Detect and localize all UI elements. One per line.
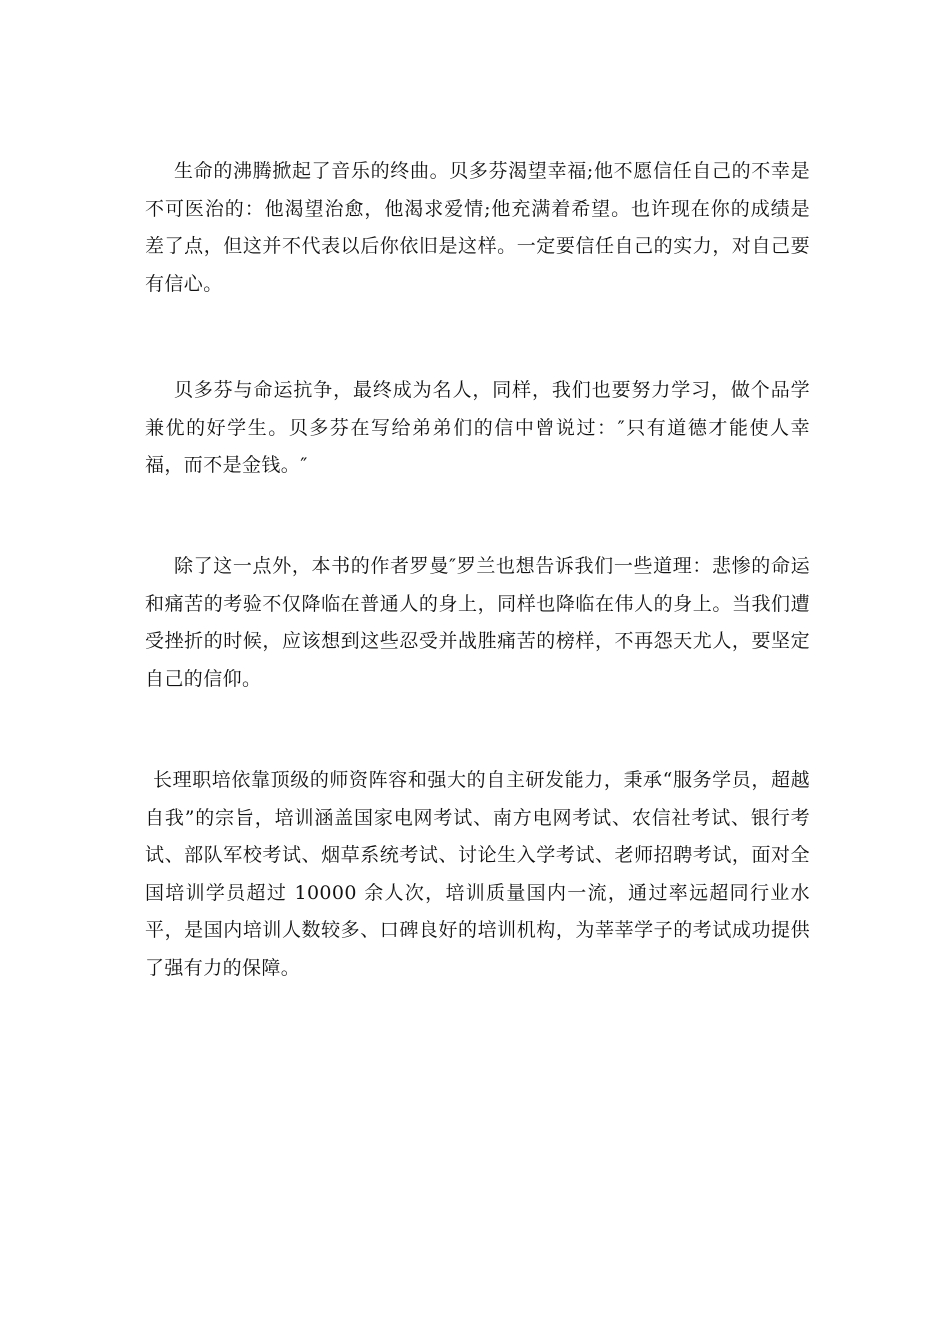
paragraph-training-institution: 长理职培依靠顶级的师资阵容和强大的自主研发能力，秉承“服务学员，超越自我”的宗旨，培训涵盖国家电网考试、南方电网考试、农信社考试、银行考试、部队军校考试、烟草系统考试、讨论生入学考试、老师招聘考试，面对全国培训学员超过 10000 余人次，培训质量国内一流，通过率远超同行业水平，是国内培训人数较多、口碑良好的培训机构，为莘莘学子的考试成功提供了强有力的保障。 <box>145 769 810 979</box>
paragraph-beethoven-struggle: 贝多芬与命运抗争，最终成为名人，同样，我们也要努力学习，做个品学兼优的好学生。贝多芬在写给弟弟们的信中曾说过：″只有道德才能使人幸福，而不是金钱。″ <box>145 379 810 476</box>
paragraph-beethoven-happiness: 生命的沸腾掀起了音乐的终曲。贝多芬渴望幸福;他不愿信任自己的不幸是不可医治的：他渴望治愈，他渴求爱情;他充满着希望。也许现在你的成绩是差了点，但这并不代表以后你依旧是这样。一定要信任自己的实力，对自己要有信心。 <box>145 160 810 295</box>
paragraph-romain-rolland-lesson: 除了这一点外，本书的作者罗曼″罗兰也想告诉我们一些道理：悲惨的命运和痛苦的考验不仅降临在普通人的身上，同样也降临在伟人的身上。当我们遭受挫折的时候，应该想到这些忍受并战胜痛苦的榜样，不再怨天尤人，要坚定自己的信仰。 <box>145 555 810 690</box>
